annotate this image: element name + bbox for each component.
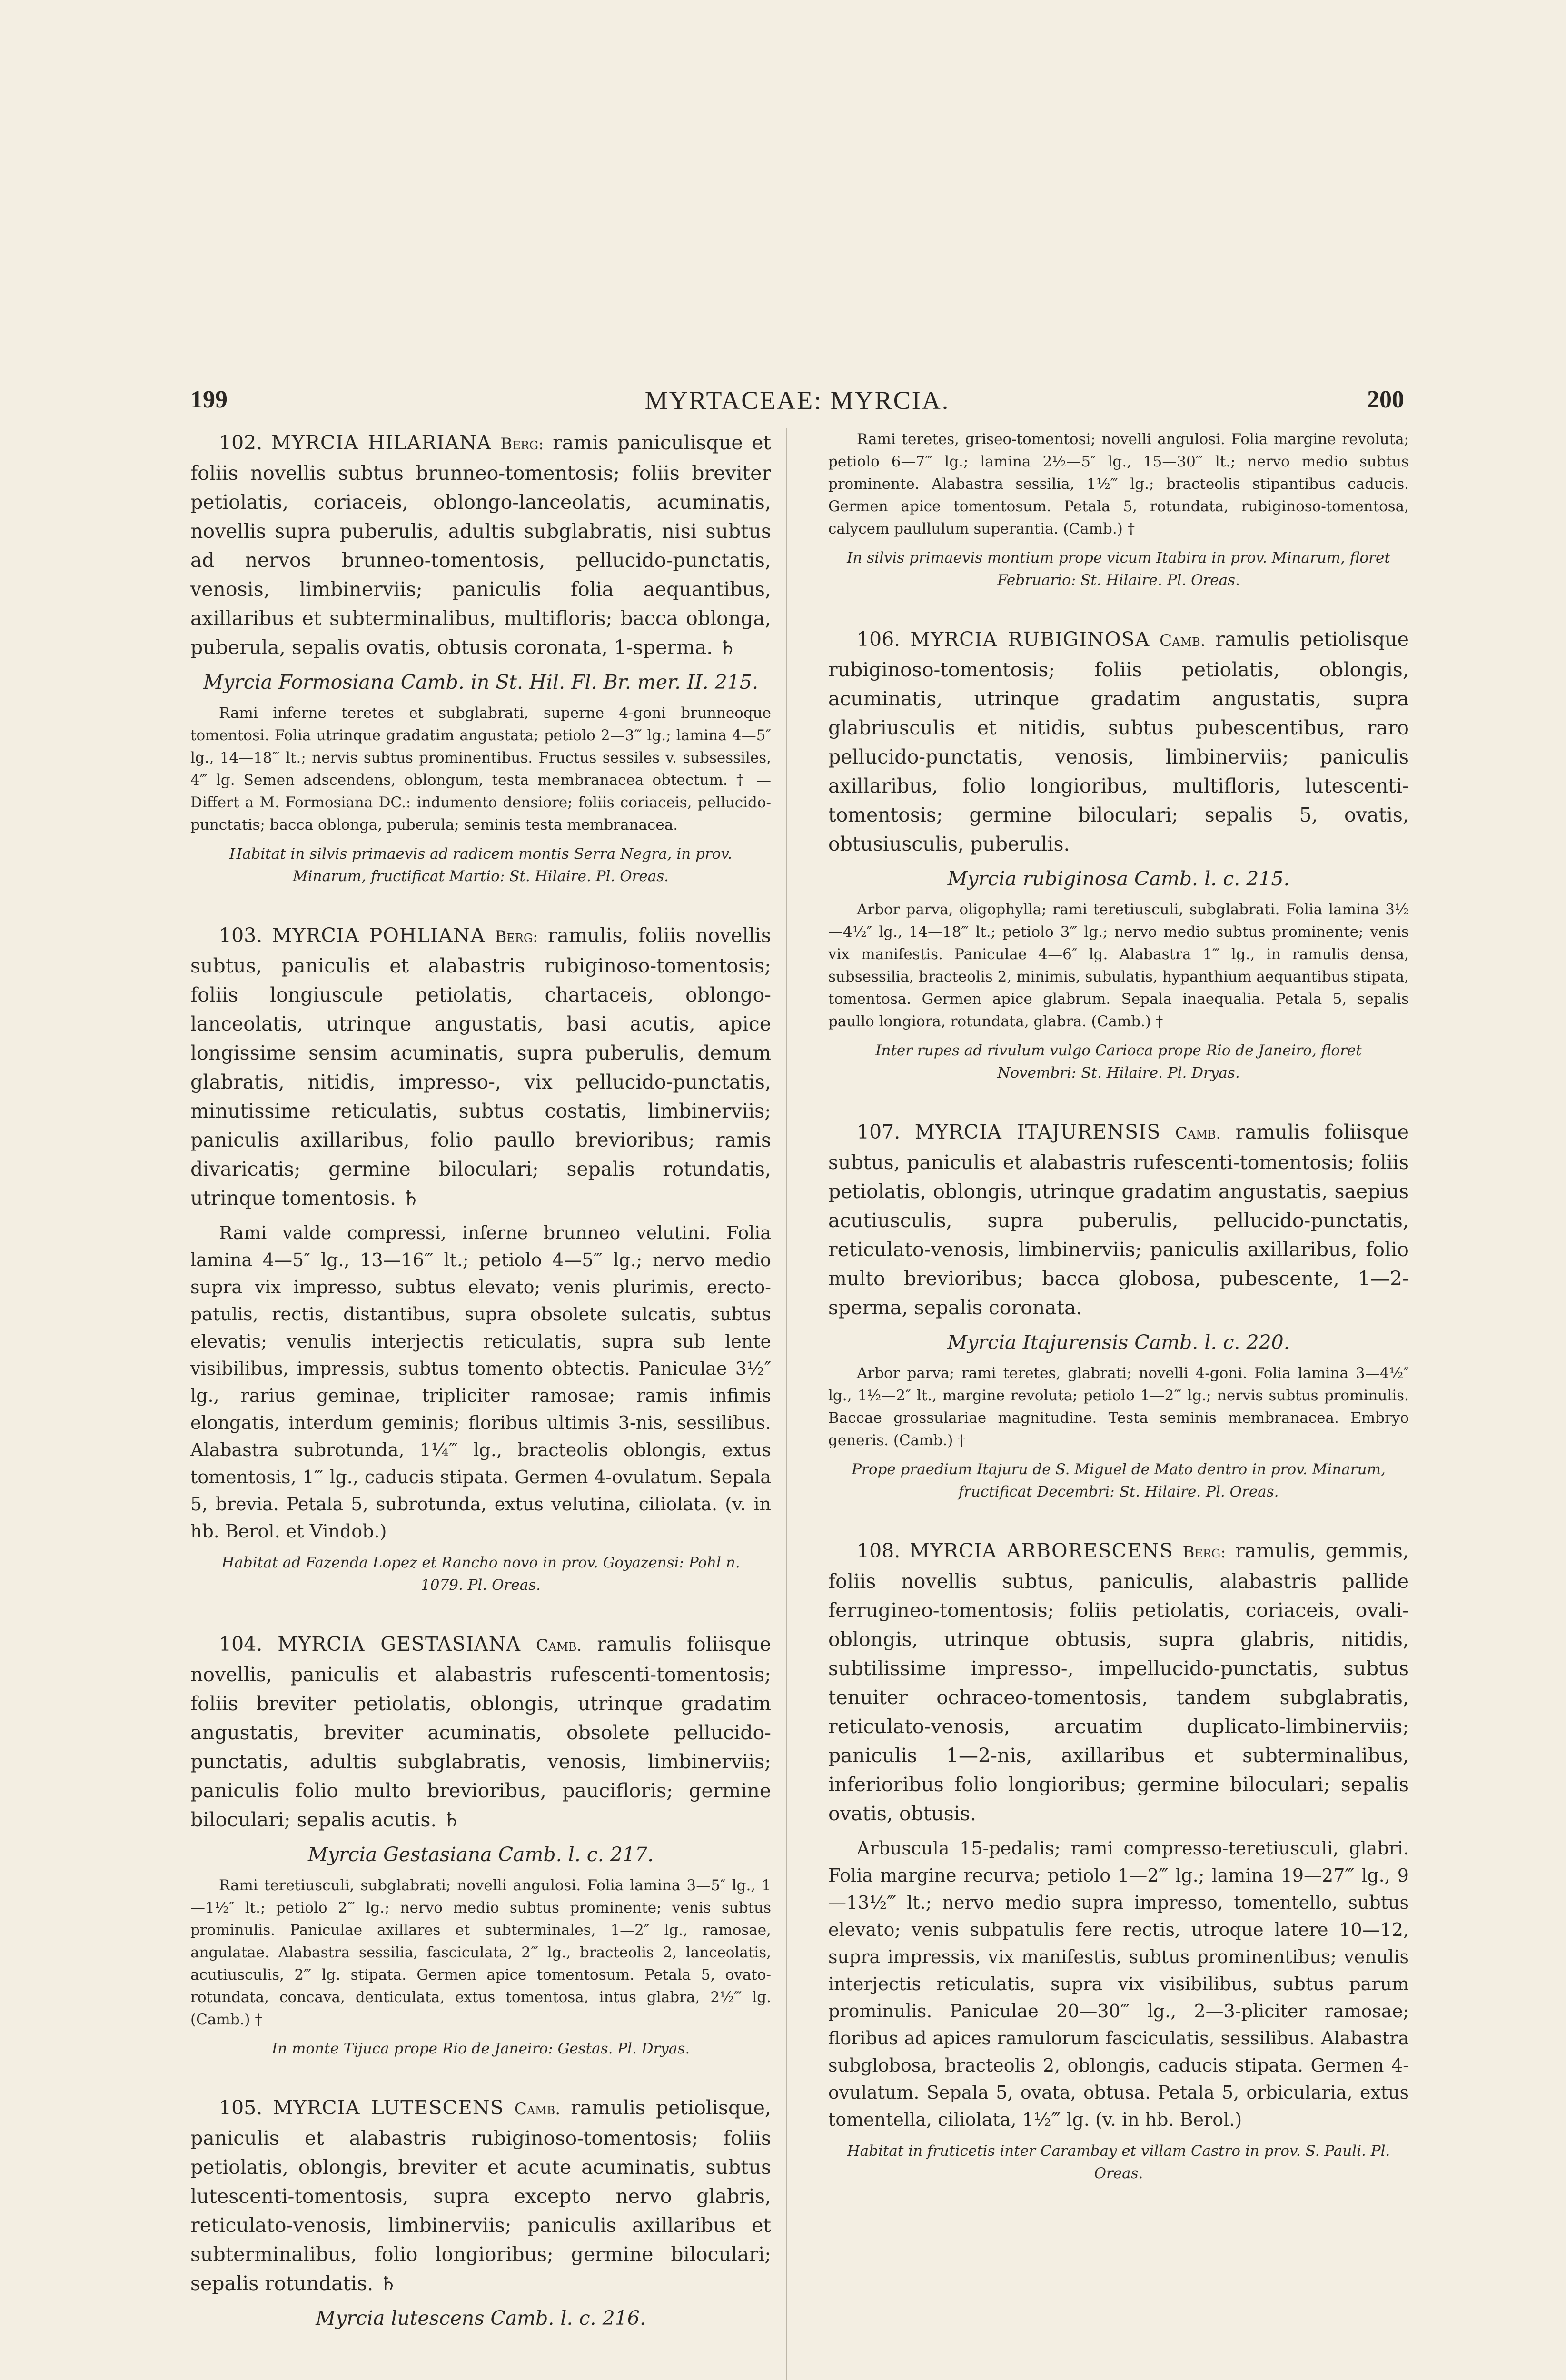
species-author: Camb.: [514, 2100, 561, 2119]
entry-number: 106.: [857, 628, 901, 651]
habitat: Habitat in silvis primaevis ad radicem montis Serra Negra, in prov. Minarum, fructificat Martio: St. Hilaire. Pl. Oreas.: [229, 845, 733, 885]
description: Rami teretiusculi, subglabrati; novelli angulosi. Folia lamina 3—5″ lg., 1—1½″ lt.; petiolo 2‴ lg.; nervo medio subtus prominente; venis subtus prominulis. Paniculae axillares et subterminales, 1—2″ lg., ramosae, angulatae. Alabastra sessilia, fasciculata, 2‴ lg., bracteolis 2, lanceolatis, acutiusculis, 2‴ lg. stipata. Germen apice tomentosum. Petala 5, ovato-rotundata, concava, denticulata, extus tomentosa, intus glabra, 2½‴ lg. (Camb.) †: [190, 1877, 771, 2028]
description: Arbor parva, oligophylla; rami teretiusculi, subglabrati. Folia lamina 3½—4½″ lg., 14—18‴ lt.; petiolo 3‴ lg.; nervo medio subtus prominente; venis vix manifestis. Paniculae 4—6″ lg. Alabastra 1‴ lg., in ramulis densa, subsessilia, bracteolis 2, minimis, subulatis, hypanthium aequantibus stipata, tomentosa. Germen apice glabrum. Sepala inaequalia. Petala 5, sepalis paullo longiora, rotundata, glabra. (Camb.) †: [828, 901, 1409, 1030]
species-entry-105-continued: [828, 428, 1409, 592]
species-name: MYRCIA POHLIANA: [272, 924, 486, 947]
entry-heading: [190, 921, 771, 1213]
diagnosis: ramulis foliisque subtus, paniculis et alabastris rufescenti-tomentosis; foliis petiolatis, oblongis, utrinque gradatim angustatis, saepius acutiusculis, supra puberulis, pellucido-punctatis, reticulato-venosis, limbinerviis; paniculis axillaribus, folio multo brevioribus; bacca globosa, pubescente, 1—2-sperma, sepalis coronata.: [828, 1121, 1409, 1319]
entry-heading: [828, 1537, 1409, 1828]
synonym: Myrcia Formosiana Camb. in St. Hil. Fl. Br. mer. II. 215.: [203, 671, 759, 694]
habitat: Habitat ad Fazenda Lopez et Rancho novo in prov. Goyazensi: Pohl n. 1079. Pl. Oreas.: [221, 1554, 740, 1594]
page-number-left: 199: [190, 386, 228, 413]
entry-number: 102.: [219, 431, 263, 454]
entry-heading: [190, 2093, 771, 2298]
diagnosis: ramis paniculisque et foliis novellis subtus brunneo-tomentosis; foliis breviter petiolatis, coriaceis, oblongo-lanceolatis, acuminatis, novellis supra puberulis, adultis subglabratis, nisi subtus ad nervos brunneo-tomentosis, pellucido-punctatis, venosis, limbinerviis; paniculis folia aequantibus, axillaribus et subterminalibus, multifloris; bacca oblonga, puberula, sepalis ovatis, obtusis coronata, 1-sperma. ♄: [190, 431, 771, 659]
synonym: Myrcia rubiginosa Camb. l. c. 215.: [947, 867, 1290, 890]
species-author: Camb.: [536, 1636, 582, 1655]
species-author: Camb.: [1160, 631, 1206, 650]
entry-number: 104.: [219, 1633, 263, 1656]
entry-number: 107.: [857, 1121, 901, 1143]
species-entry-107: [828, 1118, 1409, 1503]
entry-heading: [190, 428, 771, 662]
entry-number: 103.: [219, 924, 263, 947]
species-entry-102: [190, 428, 771, 888]
habitat: Prope praedium Itajuru de S. Miguel de Mato dentro in prov. Minarum, fructificat Decembri: St. Hilaire. Pl. Oreas.: [852, 1461, 1386, 1500]
habitat: In silvis primaevis montium prope vicum Itabira in prov. Minarum, floret Februario: St. Hilaire. Pl. Oreas.: [847, 549, 1390, 589]
diagnosis: ramulis, gemmis, foliis novellis subtus, paniculis, alabastris pallide ferrugineo-tomentosis; foliis petiolatis, coriaceis, ovali-oblongis, utrinque obtusis, supra glabris, nitidis, subtilissime impresso-, impellucido-punctatis, subtus tenuiter ochraceo-tomentosis, tandem subglabratis, reticulato-venosis, arcuatim duplicato-limbinerviis; paniculis 1—2-nis, axillaribus et subterminalibus, inferioribus folio longioribus; germine biloculari; sepalis ovatis, obtusis.: [828, 1539, 1409, 1825]
right-column: [828, 428, 1409, 2218]
synonym: Myrcia lutescens Camb. l. c. 216.: [316, 2307, 646, 2330]
page-number-right: 200: [1367, 386, 1404, 413]
diagnosis: ramulis foliisque novellis, paniculis et alabastris rufescenti-tomentosis; foliis breviter petiolatis, oblongis, utrinque gradatim angustatis, breviter acuminatis, obsolete pellucido-punctatis, adultis subglabratis, venosis, limbinerviis; paniculis folio multo brevioribus, paucifloris; germine biloculari; sepalis acutis. ♄: [190, 1633, 771, 1831]
species-author: Camb.: [1175, 1124, 1221, 1143]
species-name: MYRCIA GESTASIANA: [278, 1633, 521, 1656]
species-name: MYRCIA ARBORESCENS: [909, 1539, 1173, 1562]
diagnosis: ramulis petiolisque, paniculis et alabastris rubiginoso-tomentosis; foliis petiolatis, oblongis, breviter et acute acuminatis, subtus lutescenti-tomentosis, supra excepto nervo glabris, reticulato-venosis, limbinerviis; paniculis axillaribus et subterminalibus, folio longioribus; germine biloculari; sepalis rotundatis. ♄: [190, 2096, 771, 2295]
habitat: In monte Tijuca prope Rio de Janeiro: Gestas. Pl. Dryas.: [271, 2040, 690, 2057]
diagnosis: ramulis, foliis novellis subtus, paniculis et alabastris rubiginoso-tomentosis; foliis longiuscule petiolatis, chartaceis, oblongo-lanceolatis, utrinque angustatis, basi acutis, apice longissime sensim acuminatis, supra puberulis, demum glabratis, nitidis, impresso-, vix pellucido-punctatis, minutissime reticulatis, subtus costatis, limbinerviis; paniculis axillaribus, folio paullo brevioribus; ramis divaricatis; germine biloculari; sepalis rotundatis, utrinque tomentosis. ♄: [190, 924, 771, 1210]
entry-heading: [190, 1630, 771, 1835]
description: Rami teretes, griseo-tomentosi; novelli angulosi. Folia margine revoluta; petiolo 6—7‴ lg.; lamina 2½—5″ lg., 15—30‴ lt.; nervo medio subtus prominente. Alabastra sessilia, 1½‴ lg.; bracteolis stipantibus caducis. Germen apice tomentosum. Petala 5, rotundata, rubiginoso-tomentosa, calycem paullulum superantia. (Camb.) †: [828, 431, 1409, 537]
entry-number: 108.: [857, 1539, 901, 1562]
entry-number: 105.: [219, 2096, 263, 2119]
synonym: Myrcia Gestasiana Camb. l. c. 217.: [307, 1843, 654, 1866]
habitat: Habitat in fruticetis inter Carambay et villam Castro in prov. S. Pauli. Pl. Oreas.: [847, 2142, 1390, 2182]
species-entry-104: [190, 1630, 771, 2060]
species-entry-108: [828, 1537, 1409, 2185]
description: Rami inferne teretes et subglabrati, superne 4-goni brunneoque tomentosi. Folia utrinque gradatim angustata; petiolo 2—3‴ lg.; lamina 4—5″ lg., 14—18‴ lt.; nervis subtus prominentibus. Fructus sessiles v. subsessiles, 4‴ lg. Semen adscendens, oblongum, testa membranacea obtectum. † — Differt a M. Formosiana DC.: indumento densiore; foliis coriaceis, pellucido-punctatis; bacca oblonga, puberula; seminis testa membranacea.: [190, 704, 771, 833]
entry-heading: [828, 1118, 1409, 1322]
page-header: [190, 386, 1404, 414]
species-name: MYRCIA RUBIGINOSA: [910, 628, 1150, 651]
description: Arbuscula 15-pedalis; rami compresso-teretiusculi, glabri. Folia margine recurva; petiolo 1—2‴ lg.; lamina 19—27‴ lg., 9—13½‴ lt.; nervo medio supra impresso, tomentello, subtus elevato; venis subpatulis fere rectis, utroque latere 10—12, supra impressis, vix manifestis, subtus prominentibus; venulis interjectis reticulatis, supra vix visibilibus, subtus parum prominulis. Paniculae 20—30‴ lg., 2—3-pliciter ramosae; floribus ad apices ramulorum fasciculatis, sessilibus. Alabastra subglobosa, bracteolis 2, oblongis, caducis stipata. Germen 4-ovulatum. Sepala 5, ovata, obtusa. Petala 5, orbicularia, extus tomentella, ciliolata, 1½‴ lg. (v. in hb. Berol.): [828, 1838, 1409, 2130]
left-column: [190, 428, 771, 2338]
running-title: MYRTACEAE: MYRCIA.: [644, 386, 950, 415]
species-name: MYRCIA ITAJURENSIS: [914, 1121, 1161, 1143]
species-entry-106: [828, 625, 1409, 1084]
species-author: Berg:: [1182, 1543, 1226, 1562]
description: Rami valde compressi, inferne brunneo velutini. Folia lamina 4—5″ lg., 13—16‴ lt.; petiolo 4—5‴ lg.; nervo medio supra vix impresso, subtus elevato; venis plurimis, erecto-patulis, rectis, distantibus, supra obsolete sulcatis, subtus elevatis; venulis interjectis reticulatis, supra sub lente visibilibus, impressis, subtus tomento obtectis. Paniculae 3½″ lg., rarius geminae, tripliciter ramosae; ramis infimis elongatis, interdum geminis; floribus ultimis 3-nis, sessilibus. Alabastra subrotunda, 1¼‴ lg., bracteolis oblongis, extus tomentosis, 1‴ lg., caducis stipata. Germen 4-ovulatum. Sepala 5, brevia. Petala 5, subrotunda, extus velutina, ciliolata. (v. in hb. Berol. et Vindob.): [190, 1222, 771, 1542]
habitat: Inter rupes ad rivulum vulgo Carioca prope Rio de Janeiro, floret Novembri: St. Hilaire. Pl. Dryas.: [875, 1042, 1362, 1081]
species-entry-105: [190, 2093, 771, 2331]
species-entry-103: [190, 921, 771, 1597]
synonym: Myrcia Itajurensis Camb. l. c. 220.: [947, 1331, 1290, 1354]
description: Arbor parva; rami teretes, glabrati; novelli 4-goni. Folia lamina 3—4½″ lg., 1½—2″ lt., margine revoluta; petiolo 1—2‴ lg.; nervis subtus prominulis. Baccae grossulariae magnitudine. Testa seminis membranacea. Embryo generis. (Camb.) †: [828, 1365, 1409, 1449]
species-name: MYRCIA LUTESCENS: [273, 2096, 504, 2119]
species-author: Berg:: [495, 927, 538, 946]
entry-heading: [828, 625, 1409, 859]
species-name: MYRCIA HILARIANA: [271, 431, 492, 454]
species-author: Berg:: [500, 435, 544, 454]
diagnosis: ramulis petiolisque rubiginoso-tomentosis; foliis petiolatis, oblongis, acuminatis, utrinque gradatim angustatis, supra glabriusculis et nitidis, subtus pubescentibus, raro pellucido-punctatis, venosis, limbinerviis; paniculis axillaribus, folio longioribus, multifloris, lutescenti-tomentosis; germine biloculari; sepalis 5, ovatis, obtusiusculis, puberulis.: [828, 628, 1409, 855]
column-divider: [786, 428, 787, 2380]
